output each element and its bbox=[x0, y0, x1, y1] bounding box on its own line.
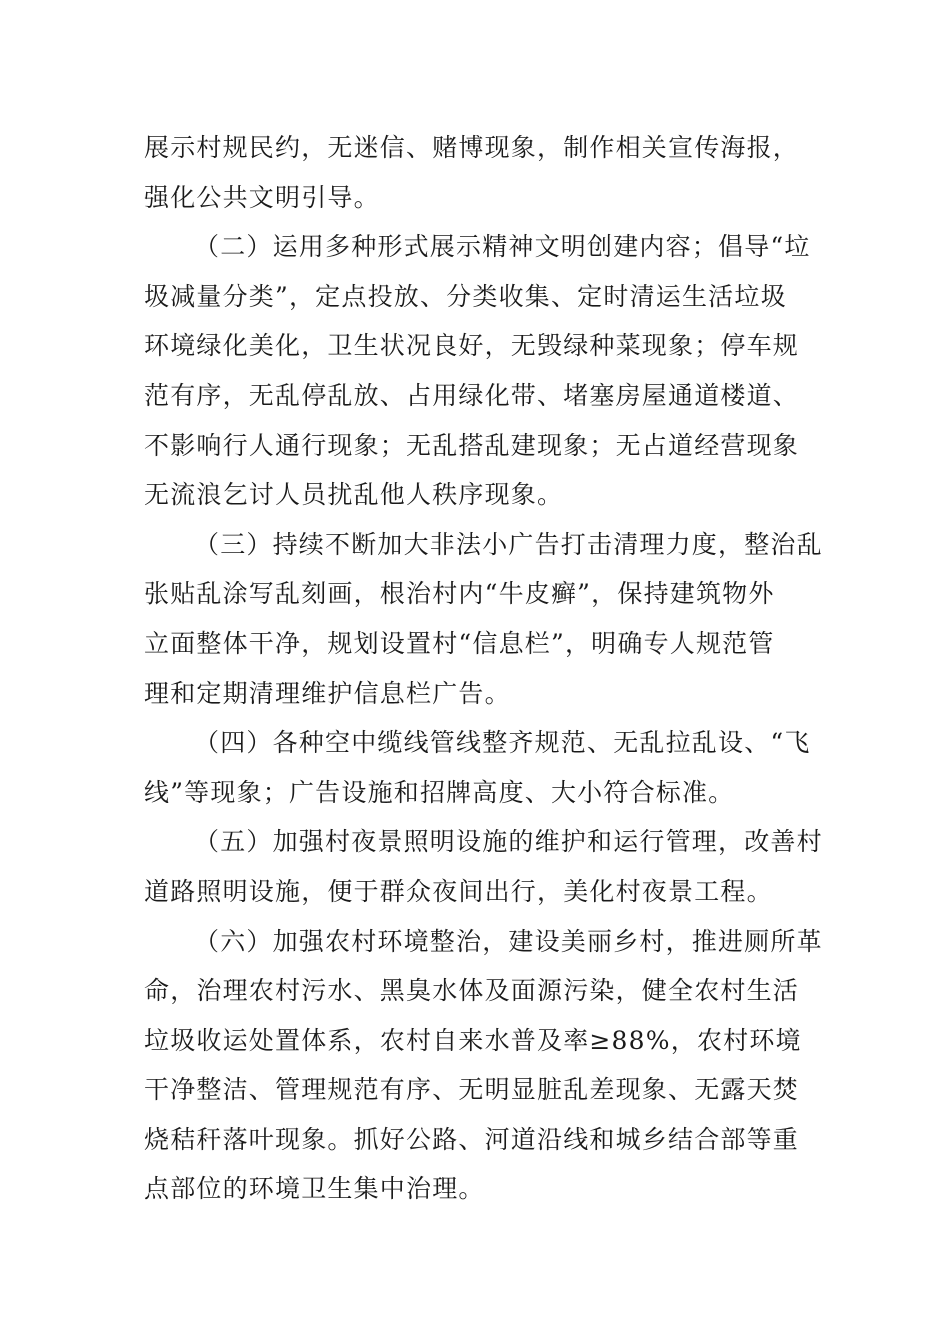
text-line: 圾减量分类”，定点投放、分类收集、定时清运生活垃圾 bbox=[144, 281, 787, 311]
paragraph-start-line: （六）加强农村环境整治，建设美丽乡村，推进厕所革 bbox=[194, 926, 823, 956]
text-line: 道路照明设施，便于群众夜间出行，美化村夜景工程。 bbox=[144, 876, 773, 906]
text-line: 干净整洁、管理规范有序、无明显脏乱差现象、无露天焚 bbox=[144, 1075, 800, 1105]
paragraph-start-line: （四）各种空中缆线管线整齐规范、无乱拉乱设、“飞 bbox=[194, 728, 811, 758]
text-line: 环境绿化美化，卫生状况良好，无毁绿种菜现象；停车规 bbox=[144, 331, 800, 361]
text-line: 立面整体干净，规划设置村“信息栏”，明确专人规范管 bbox=[144, 628, 775, 658]
paragraph-start-line: （五）加强村夜景照明设施的维护和运行管理，改善村 bbox=[194, 827, 823, 857]
text-line: 理和定期清理维护信息栏广告。 bbox=[144, 678, 511, 708]
text-line: 不影响行人通行现象；无乱搭乱建现象；无占道经营现象 bbox=[144, 430, 800, 460]
text-line: 命，治理农村污水、黑臭水体及面源污染，健全农村生活 bbox=[144, 976, 800, 1006]
text-line: 强化公共文明引导。 bbox=[144, 182, 380, 212]
document-body bbox=[144, 123, 823, 1214]
paragraph-start-line: （二）运用多种形式展示精神文明创建内容；倡导“垃 bbox=[194, 232, 811, 262]
text-line: 范有序，无乱停乱放、占用绿化带、堵塞房屋通道楼道、 bbox=[144, 380, 800, 410]
text-line: 无流浪乞讨人员扰乱他人秩序现象。 bbox=[144, 480, 564, 510]
paragraph-start-line: （三）持续不断加大非法小广告打击清理力度，整治乱 bbox=[194, 529, 823, 559]
text-line: 展示村规民约，无迷信、赌博现象，制作相关宣传海报， bbox=[144, 133, 800, 162]
text-line: 垃圾收运处置体系，农村自来水普及率≥88%，农村环境 bbox=[144, 1025, 802, 1055]
text-line: 点部位的环境卫生集中治理。 bbox=[144, 1174, 485, 1204]
text-line: 烧秸秆落叶现象。抓好公路、河道沿线和城乡结合部等重 bbox=[144, 1124, 800, 1154]
text-line: 张贴乱涂写乱刻画，根治村内“牛皮癣”，保持建筑物外 bbox=[144, 579, 775, 609]
text-line: 线”等现象；广告设施和招牌高度、大小符合标准。 bbox=[144, 777, 735, 807]
